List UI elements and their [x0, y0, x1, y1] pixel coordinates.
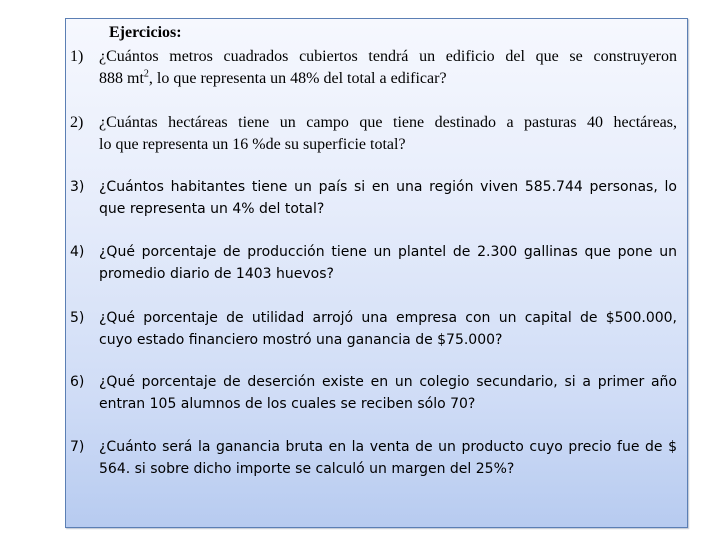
exercise-line-2: entran 105 alumnos de los cuales se reciben sólo 70? — [99, 396, 476, 412]
exercise-line-1: ¿Cuántos habitantes tiene un país si en una región viven 585.744 personas, lo — [99, 179, 677, 195]
exercise-number: 2) — [70, 114, 84, 131]
exercise-line-2: promedio diario de 1403 huevos? — [99, 266, 334, 282]
exercise-text — [99, 46, 677, 90]
exercise-line-2-start: 888 mt — [99, 70, 144, 87]
exercise-line-1: ¿Qué porcentaje de utilidad arrojó una empresa con un capital de $500.000, — [99, 310, 677, 326]
exercise-text — [99, 436, 677, 480]
exercise-text — [99, 307, 677, 351]
exercise-line-2: 564. si sobre dicho importe se calculó un margen del 25%? — [99, 461, 515, 477]
exercise-number: 7) — [70, 439, 85, 455]
exercise-number: 6) — [70, 374, 85, 390]
exercise-text — [99, 112, 677, 156]
exercise-line-1: ¿Qué porcentaje de producción tiene un plantel de 2.300 gallinas que pone un — [99, 244, 677, 260]
exercise-line-2: lo que representa un 16 %de su superficie total? — [99, 136, 406, 153]
superscript-exponent: 2 — [143, 68, 149, 80]
exercise-text — [99, 176, 677, 220]
exercise-line-1: ¿Cuántos metros cuadrados cubiertos tendrá un edificio del que se construyeron — [99, 48, 677, 65]
exercise-line-2: cuyo estado financiero mostró una ganancia de $75.000? — [99, 332, 503, 348]
exercise-line-2-end: , lo que representa un 48% del total a edificar? — [148, 70, 447, 87]
exercises-heading: Ejercicios: — [109, 24, 182, 41]
exercise-number: 3) — [70, 179, 85, 195]
exercise-text — [99, 371, 677, 415]
exercise-line-1: ¿Cuántas hectáreas tiene un campo que tiene destinado a pasturas 40 hectáreas, — [99, 114, 677, 131]
exercise-line-1: ¿Cuánto será la ganancia bruta en la venta de un producto cuyo precio fue de $ — [99, 439, 677, 455]
exercise-line-2: que representa un 4% del total? — [99, 201, 325, 217]
exercise-line-1: ¿Qué porcentaje de deserción existe en un colegio secundario, si a primer año — [99, 374, 677, 390]
exercise-text — [99, 241, 677, 285]
exercise-number: 4) — [70, 244, 85, 260]
exercise-line-2 — [99, 68, 677, 90]
exercise-number: 1) — [70, 48, 84, 65]
exercise-number: 5) — [70, 310, 85, 326]
